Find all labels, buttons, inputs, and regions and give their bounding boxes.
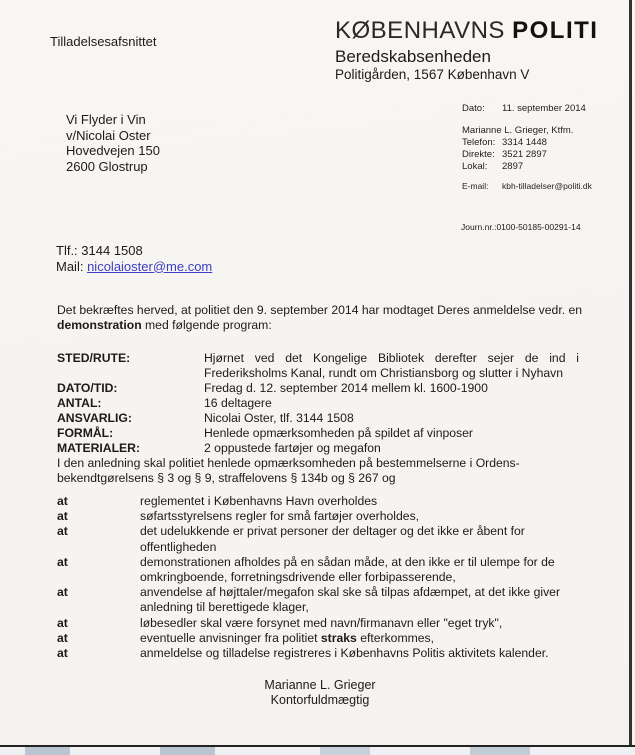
condition-text: det udelukkende er privat personer der deltager og det ikke er åbent for offentligheden [140, 524, 525, 554]
journal-value: 0100-50185-00291-14 [496, 222, 581, 232]
journal-label: Journ.nr.: [461, 222, 497, 232]
lokal-row [462, 161, 592, 173]
journal-number-row [461, 222, 581, 232]
confirmation-rest: med følgende program: [141, 318, 272, 332]
at-label: at [57, 509, 68, 524]
scan-edge-right [629, 0, 632, 747]
date-row [462, 103, 592, 115]
condition-item [57, 646, 585, 661]
phone-value: 3144 1508 [81, 243, 143, 258]
scan-smudge [25, 747, 70, 755]
program-value: Hjørnet ved det Kongelige Bibliotek derefter sejer de ind i Frederiksholms Kanal, rundt om Christiansborg og slutter i Nyhavn [204, 351, 579, 380]
program-row-materialer [57, 441, 609, 456]
recipient-address [66, 112, 160, 174]
program-value: Nicolai Oster, tlf. 3144 1508 [204, 411, 354, 425]
program-value: 16 deltagere [204, 396, 272, 410]
direkte-row [462, 149, 592, 161]
condition-text-post: efterkommes, [356, 630, 435, 645]
sender-info-block [462, 103, 592, 192]
logo-wordmark [335, 18, 598, 44]
unit-name: Beredskabsenheden [335, 47, 491, 66]
recipient-phone [56, 243, 212, 259]
program-label: ANSVARLIG: [57, 411, 132, 425]
legal-notice-line: bekendtgørelsens § 3 og § 9, straffelovens § 134b og § 267 og [57, 471, 396, 485]
logo-police-text: POLITI [512, 17, 599, 44]
date-label: Dato: [462, 103, 485, 114]
condition-text: anvendelse af højttaler/megafon skal ske så tilpas afdæmpet, at det ikke giver anledning til berettigede klager, [140, 585, 561, 615]
recipient-line: 2600 Glostrup [66, 158, 148, 174]
recipient-mail [56, 259, 212, 275]
signature-title: Kontorfuldmægtig [270, 693, 370, 707]
email-row [462, 180, 592, 192]
condition-item [57, 524, 585, 554]
program-value: 2 oppustede fartøjer og megafon [204, 441, 381, 455]
recipient-line: Vi Flyder i Vin [66, 112, 146, 127]
program-label: FORMÅL: [57, 426, 114, 440]
condition-item [57, 509, 585, 524]
legal-notice-line: I den anledning skal politiet henlede opmærksomheden på bestemmelserne i Ordens- [57, 456, 520, 470]
program-row-sted [57, 351, 609, 381]
signature-block [150, 678, 490, 708]
program-row-antal [57, 396, 609, 411]
scan-smudge [470, 747, 530, 755]
demonstration-bold: demonstration [57, 318, 142, 332]
program-value: Henlede opmærksomheden på spildet af vinposer [204, 426, 473, 440]
condition-text-pre: eventuelle anvisninger fra politiet [140, 630, 321, 645]
logo-city-text: KØBENHAVNS [335, 17, 505, 44]
confirmation-paragraph [57, 303, 609, 333]
program-label: DATO/TID: [57, 381, 118, 395]
program-value: Fredag d. 12. september 2014 mellem kl. 1600-1900 [204, 381, 488, 395]
direkte-label: Direkte: [462, 149, 495, 160]
recipient-line: v/Nicolai Oster [66, 127, 151, 143]
program-label: STED/RUTE: [57, 351, 131, 365]
scan-smudge [320, 747, 370, 755]
scan-smudge [160, 747, 215, 755]
at-label: at [57, 585, 68, 600]
at-label: at [57, 524, 68, 539]
program-row-formaal [57, 426, 609, 441]
condition-item [57, 616, 585, 631]
condition-text: anmeldelse og tilladelse registreres i Københavns Politis aktivitets kalender. [140, 646, 549, 661]
condition-text: løbesedler skal være forsynet med navn/firmanavn eller "eget tryk", [140, 615, 503, 630]
telefon-label: Telefon: [462, 137, 496, 148]
at-label: at [57, 494, 68, 508]
condition-item [57, 555, 585, 585]
straks-bold: straks [320, 630, 357, 645]
condition-text: søfartsstyrelsens regler for små fartøjer overholdes, [140, 509, 420, 524]
telefon-value: 3314 1448 [502, 137, 547, 148]
direkte-value: 3521 2897 [502, 149, 547, 160]
email-value: kbh-tilladelser@politi.dk [502, 181, 592, 191]
at-label: at [57, 646, 68, 661]
recipient-line: Hovedvejen 150 [66, 143, 160, 158]
program-row-dato [57, 381, 609, 396]
condition-item [57, 631, 585, 646]
telefon-row [462, 137, 592, 149]
program-table [57, 351, 609, 456]
program-label: ANTAL: [57, 396, 102, 410]
mail-label: Mail: [56, 258, 84, 274]
conditions-list [57, 494, 585, 661]
program-label: MATERIALER: [57, 441, 141, 455]
police-logo [335, 18, 598, 83]
lokal-label: Lokal: [462, 161, 488, 172]
scan-artifact-strip [0, 747, 635, 755]
legal-notice-paragraph [57, 456, 609, 486]
program-row-ansvarlig [57, 411, 609, 426]
phone-label: Tlf.: [56, 243, 78, 258]
condition-text: demonstrationen afholdes på en sådan måde, at den ikke er til ulempe for de omkringboende, forretningsdrivende eller forbipasserende, [140, 554, 555, 585]
email-label: E-mail: [462, 181, 489, 191]
at-label: at [57, 615, 68, 630]
police-address: Politigården, 1567 København V [335, 67, 530, 82]
condition-text [140, 631, 585, 646]
condition-item [57, 494, 585, 509]
at-label: at [57, 630, 68, 645]
department-label: Tilladelsesafsnittet [50, 34, 157, 49]
date-value: 11. september 2014 [502, 103, 586, 114]
at-label: at [57, 554, 68, 569]
recipient-contact [56, 243, 212, 274]
signature-name: Marianne L. Grieger [264, 678, 376, 692]
caseworker-name: Marianne L. Grieger, Ktfm. [462, 125, 574, 136]
lokal-value: 2897 [502, 161, 524, 172]
condition-item [57, 585, 585, 615]
mail-link[interactable]: nicolaioster@me.com [87, 258, 213, 274]
condition-text: reglementet i Københavns Havn overholdes [140, 494, 378, 508]
confirmation-line [57, 318, 609, 333]
confirmation-line: Det bekræftes herved, at politiet den 9. september 2014 har modtaget Deres anmeldelse vedr. en [57, 303, 583, 317]
